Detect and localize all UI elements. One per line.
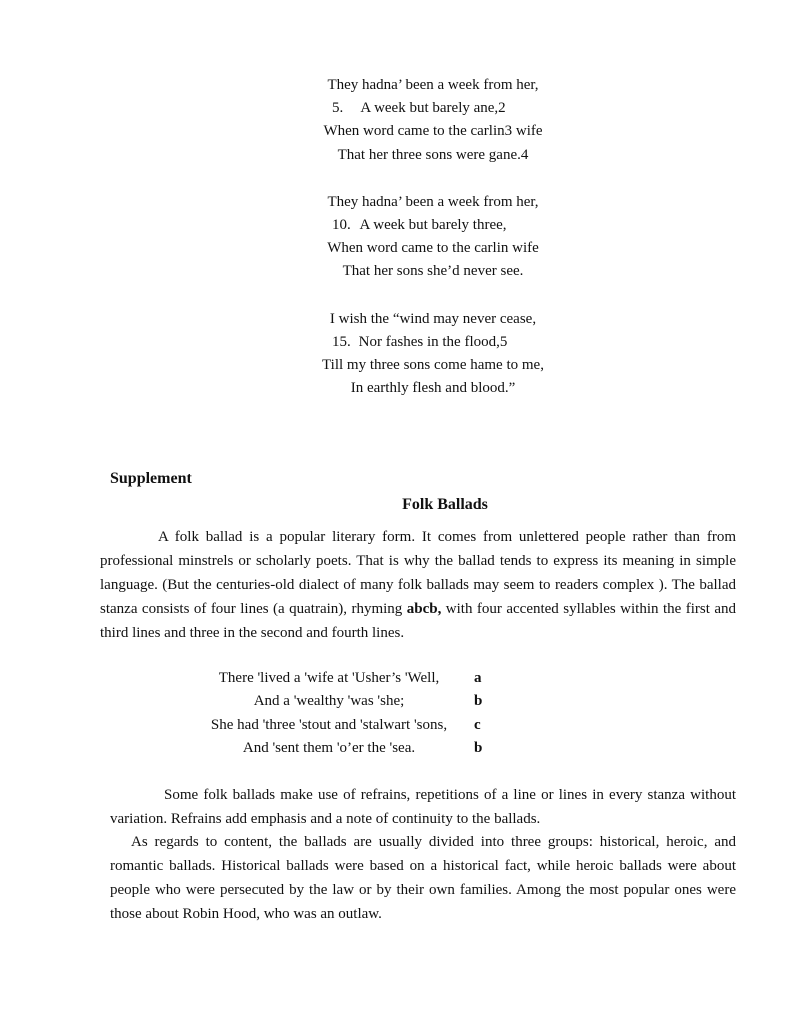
- poem-line-text: When word came to the carlin3 wife: [323, 123, 543, 140]
- rhyme-letter: b: [474, 693, 483, 710]
- poem-stanza: [0, 191, 791, 284]
- poem-line-text: A week but barely ane,2: [360, 100, 506, 117]
- poem-line-text: Nor fashes in the flood,5: [358, 333, 508, 350]
- poem-line-text: That her sons she’d never see.: [342, 263, 524, 280]
- poem: [0, 74, 791, 424]
- poem-line: [0, 331, 791, 354]
- paragraph-text: with four accented syllables within the first and third lines and three in the second and fourth lines.: [100, 601, 737, 641]
- poem-line: [0, 74, 791, 97]
- line-number: 15.: [332, 333, 351, 350]
- rhyme-example: [0, 667, 791, 761]
- poem-line: [0, 377, 791, 400]
- example-line-text: And a 'wealthy 'was 'she;: [253, 693, 405, 710]
- example-line-text: There 'lived a 'wife at 'Usher’s 'Well,: [218, 670, 440, 686]
- poem-stanza: [0, 74, 791, 167]
- example-line: [0, 714, 791, 737]
- poem-line: [0, 308, 791, 331]
- paragraph-text: A folk ballad is a popular literary form. It comes from unlettered people rather than from professional minstrels or scholarly poets. That is why the ballad tends to express its meaning in simple language. (But the centuries-old dialect of many folk ballads may seem to readers complex ). The ballad stanza consists of four lines (a quatrain), rhyming: [100, 529, 736, 617]
- poem-line: [0, 144, 791, 167]
- poem-line-text: I wish the “wind may never cease,: [329, 310, 537, 327]
- example-line-text: She had 'three 'stout and 'stalwart 'sons,: [210, 716, 448, 733]
- rhyme-letter: c: [474, 716, 481, 733]
- poem-line-text: They hadna’ been a week from her,: [327, 193, 539, 210]
- poem-line-text: They hadna’ been a week from her,: [327, 77, 539, 93]
- rhyme-scheme-bold: abcb,: [406, 601, 442, 617]
- example-line: [0, 690, 791, 713]
- poem-line: [0, 237, 791, 260]
- section-title: Folk Ballads: [402, 496, 488, 513]
- poem-line-text: That her three sons were gane.4: [337, 146, 529, 163]
- supplement-heading: Supplement: [110, 470, 192, 487]
- poem-line-text: When word came to the carlin wife: [327, 240, 539, 257]
- poem-line: [0, 354, 791, 377]
- paragraph-text: As regards to content, the ballads are usually divided into three groups: historical, heroic, and romantic ballads. Historical ballads were based on a historical fact, while heroic ballads were about people who were persecuted by the law or by their own families. Among the most popular ones were those about Robin Hood, who was an outlaw.: [110, 834, 736, 922]
- poem-line: [0, 97, 791, 120]
- poem-line: [0, 260, 791, 283]
- paragraph-text: Some folk ballads make use of refrains, repetitions of a line or lines in every stanza without variation. Refrains add emphasis and a note of continuity to the ballads.: [110, 787, 736, 827]
- poem-line: [0, 120, 791, 143]
- example-line: [0, 667, 791, 690]
- paragraph-content: [110, 830, 736, 926]
- poem-line: [0, 191, 791, 214]
- poem-line-text: Till my three sons come hame to me,: [322, 356, 544, 373]
- poem-stanza: [0, 308, 791, 401]
- rhyme-letter: b: [474, 740, 483, 757]
- paragraph-refrains: [110, 783, 736, 831]
- poem-line: [0, 214, 791, 237]
- line-number: 10.: [332, 216, 351, 233]
- paragraph-intro: [100, 525, 736, 645]
- rhyme-letter: a: [474, 670, 482, 686]
- example-line-text: And 'sent them 'o’er the 'sea.: [242, 740, 416, 757]
- example-line: [0, 737, 791, 760]
- poem-line-text: A week but barely three,: [359, 216, 507, 233]
- line-number: 5.: [332, 100, 344, 117]
- poem-line-text: In earthly flesh and blood.”: [350, 380, 516, 397]
